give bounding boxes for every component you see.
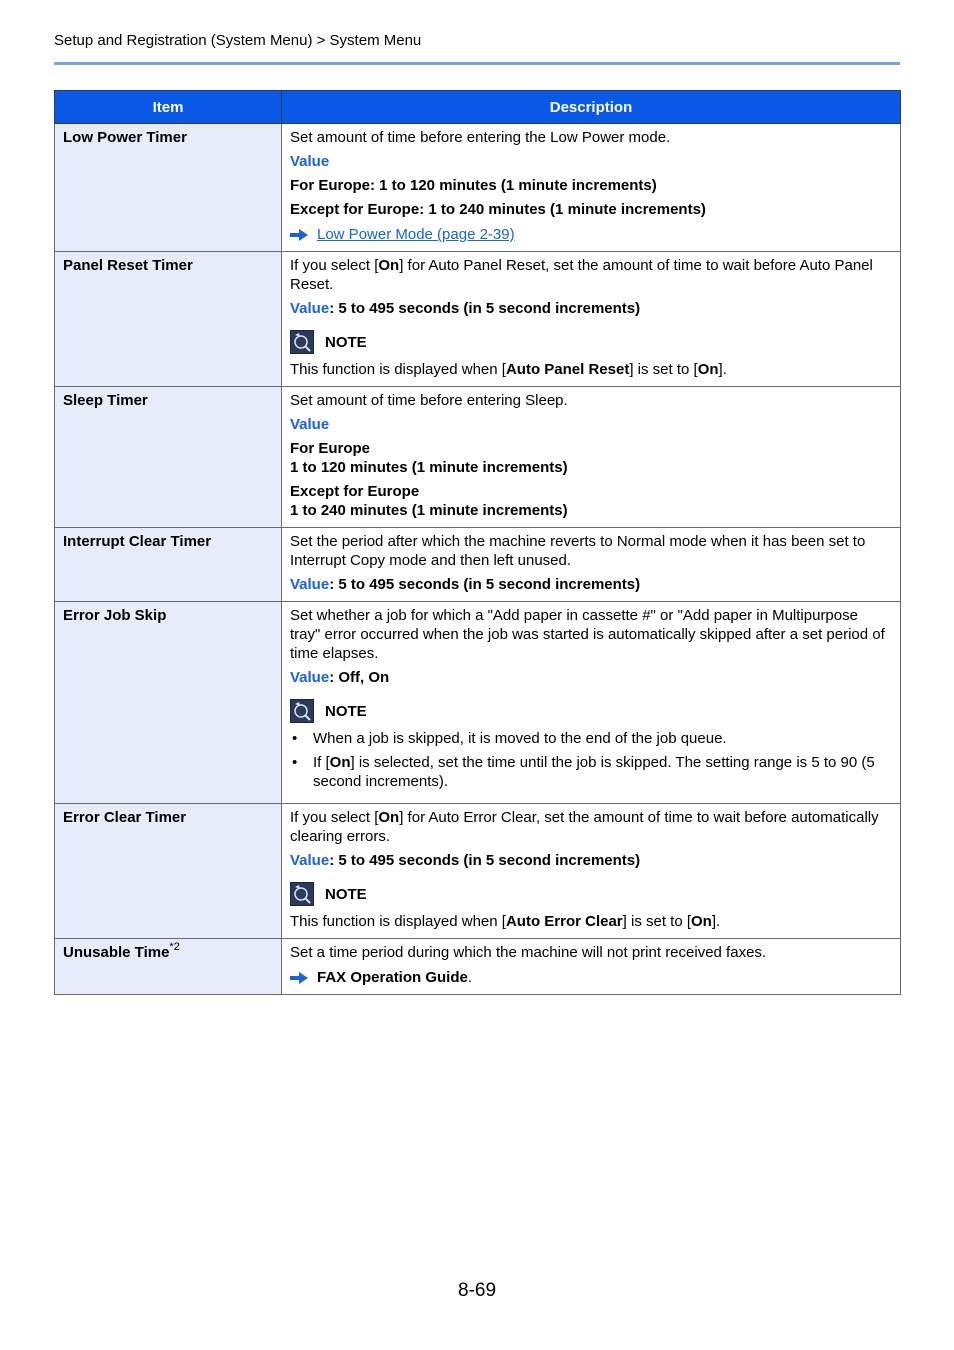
description-cell [282, 124, 901, 252]
reference-row [290, 225, 892, 244]
description-cell [282, 252, 901, 387]
settings-table [54, 90, 901, 995]
value-label: Value [290, 153, 330, 170]
value-label: Value [290, 669, 330, 686]
note-heading [290, 882, 892, 906]
description-text: Set the period after which the machine reverts to Normal mode when it has been set to Interrupt Copy mode and then left unused. [290, 533, 866, 569]
note-title: NOTE [325, 702, 367, 720]
description-text: If you select [On] for Auto Panel Reset, set the amount of time to wait before Auto Panel Reset. [290, 257, 873, 293]
note-text: This function is displayed when [Auto Error Clear] is set to [On]. [290, 913, 721, 930]
description-text: If you select [On] for Auto Error Clear, set the amount of time to wait before automatically clearing errors. [290, 809, 879, 845]
list-item: • If [On] is selected, set the time until the job is skipped. The setting range is 5 to 90 (5 second increments). [290, 753, 892, 791]
value-text: : Off, On [329, 669, 390, 686]
table-row [55, 387, 901, 528]
item-low-power-timer: Low Power Timer [55, 124, 282, 252]
description-cell [282, 939, 901, 995]
value-text: : 5 to 495 seconds (in 5 second increments) [329, 300, 641, 317]
item-error-clear-timer: Error Clear Timer [55, 804, 282, 939]
note-list [290, 729, 892, 791]
column-header-description: Description [282, 91, 901, 124]
column-header-item: Item [55, 91, 282, 124]
description-cell [282, 602, 901, 804]
value-label: Value [290, 852, 330, 869]
low-power-mode-link[interactable]: Low Power Mode (page 2-39) [317, 226, 515, 243]
value-line [290, 668, 892, 687]
value-label: Value [290, 416, 330, 433]
item-unusable-time: Unusable Time$^{*2}$ [55, 939, 282, 995]
value-except-europe: Except for Europe: 1 to 240 minutes (1 minute increments) [290, 201, 706, 218]
table-row [55, 124, 901, 252]
fax-guide-reference: FAX Operation Guide [317, 969, 468, 986]
value-line [290, 575, 892, 594]
note-icon [290, 330, 314, 354]
value-europe: For Europe: 1 to 120 minutes (1 minute increments) [290, 177, 657, 194]
table-row [55, 602, 901, 804]
item-panel-reset-timer: Panel Reset Timer [55, 252, 282, 387]
table-header-row [55, 91, 901, 124]
value-europe: For Europe 1 to 120 minutes (1 minute increments) [290, 440, 568, 476]
table-row [55, 252, 901, 387]
page-number: 8-69 [457, 1280, 497, 1301]
description-text: Set amount of time before entering the Low Power mode. [290, 129, 671, 146]
table-row [55, 804, 901, 939]
arrow-right-icon [290, 229, 308, 241]
description-cell [282, 804, 901, 939]
note-text: This function is displayed when [Auto Panel Reset] is set to [On]. [290, 361, 727, 378]
description-cell [282, 387, 901, 528]
table-row [55, 528, 901, 602]
note-icon [290, 699, 314, 723]
value-label: Value [290, 576, 330, 593]
list-item: • When a job is skipped, it is moved to the end of the job queue. [290, 729, 892, 748]
value-line [290, 851, 892, 870]
footnote-marker: *2 [169, 941, 180, 953]
table-row [55, 939, 901, 995]
item-sleep-timer: Sleep Timer [55, 387, 282, 528]
description-text: Set a time period during which the machine will not print received faxes. [290, 944, 767, 961]
value-except-europe: Except for Europe 1 to 240 minutes (1 minute increments) [290, 483, 568, 519]
breadcrumb: Setup and Registration (System Menu) > System Menu [54, 32, 422, 49]
arrow-right-icon [290, 972, 308, 984]
item-interrupt-clear-timer: Interrupt Clear Timer [55, 528, 282, 602]
note-heading [290, 699, 892, 723]
value-text: : 5 to 495 seconds (in 5 second increments) [329, 576, 641, 593]
note-title: NOTE [325, 333, 367, 351]
description-text: Set amount of time before entering Sleep. [290, 392, 568, 409]
note-title: NOTE [325, 885, 367, 903]
note-icon [290, 882, 314, 906]
header-rule [54, 62, 900, 65]
item-error-job-skip: Error Job Skip [55, 602, 282, 804]
note-heading [290, 330, 892, 354]
value-label: Value [290, 300, 330, 317]
value-line [290, 299, 892, 318]
description-cell [282, 528, 901, 602]
value-text: : 5 to 495 seconds (in 5 second increments) [329, 852, 641, 869]
description-text: Set whether a job for which a "Add paper in cassette #" or "Add paper in Multipurpose tray" error occurred when the job was started is automatically skipped after a set period of time elapses. [290, 607, 885, 662]
reference-row: FAX Operation Guide . [290, 968, 892, 987]
